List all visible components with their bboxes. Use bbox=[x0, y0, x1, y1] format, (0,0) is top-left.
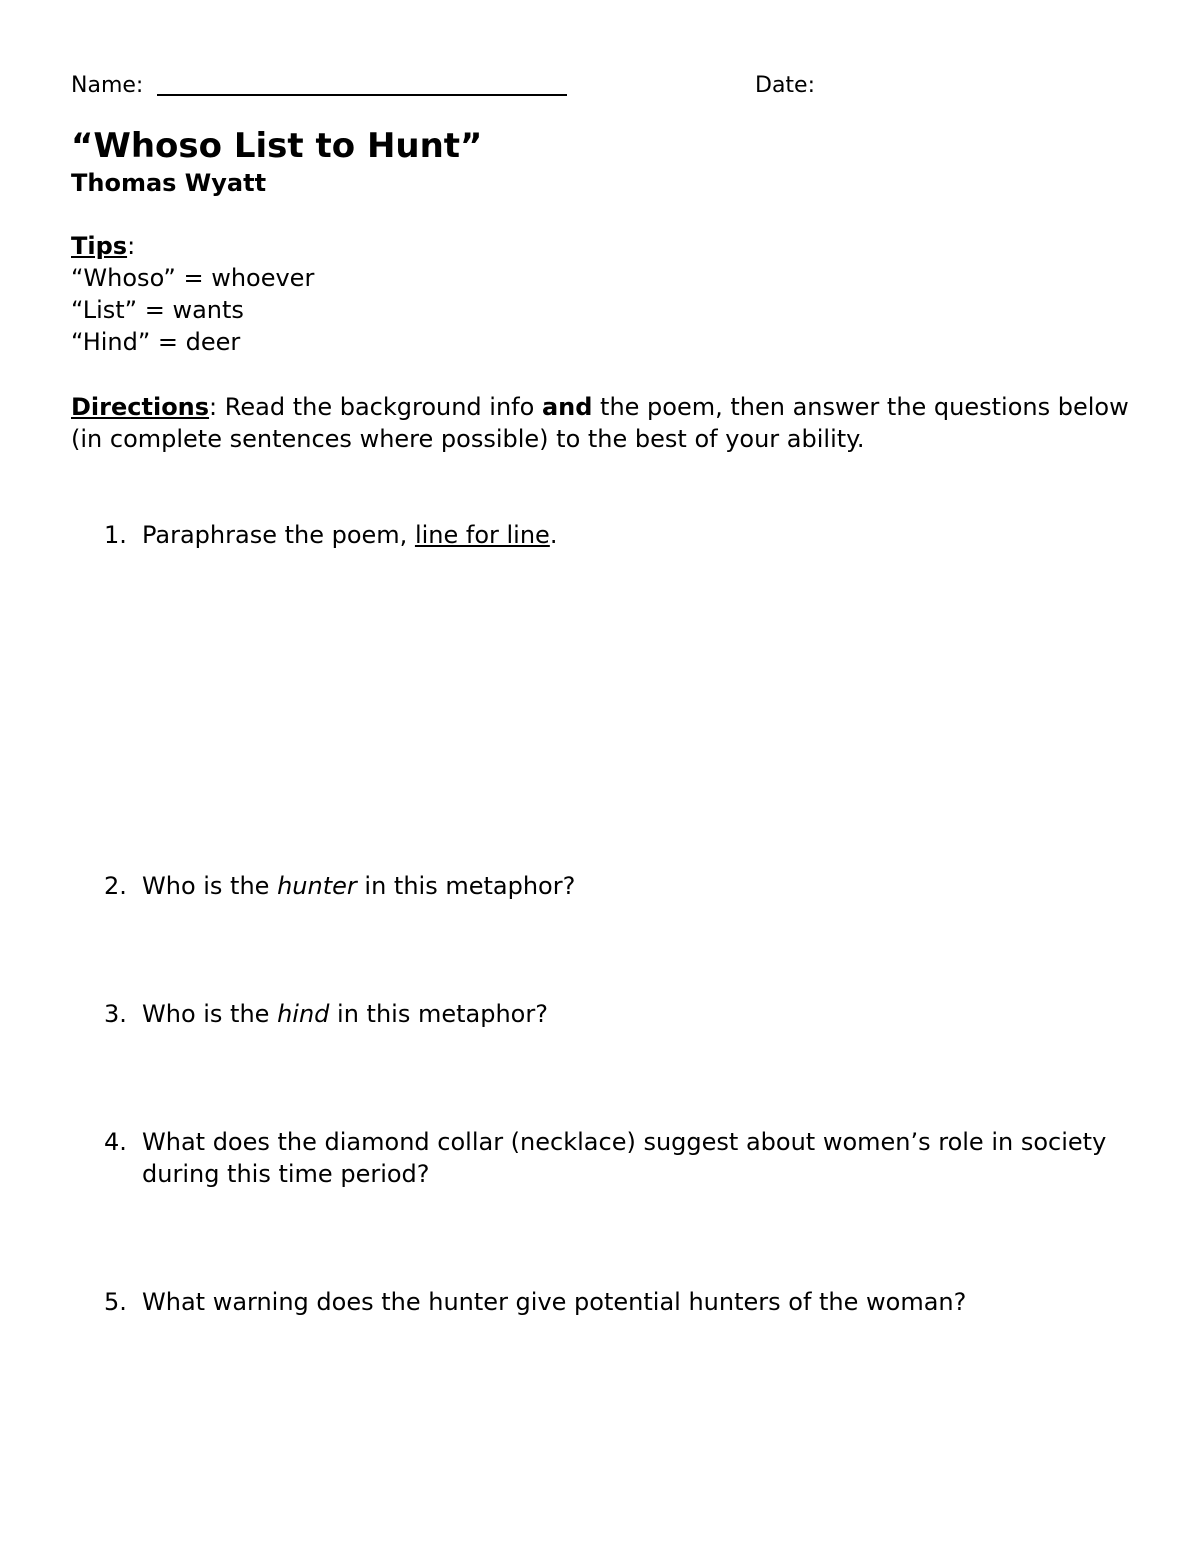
question-text-part: in this metaphor? bbox=[356, 872, 576, 900]
question-text: What warning does the hunter give potential hunters of the woman? bbox=[142, 1288, 967, 1316]
tips-heading-line bbox=[71, 230, 1131, 262]
tips-section bbox=[71, 230, 1131, 358]
directions-paragraph bbox=[71, 391, 1131, 455]
question-text-part: . bbox=[549, 521, 558, 549]
tip-item: “List” = wants bbox=[71, 296, 244, 324]
question-text-part: Who is the bbox=[142, 1000, 278, 1028]
question-text bbox=[142, 519, 1114, 551]
question-number: 3. bbox=[104, 1000, 127, 1028]
question-text bbox=[142, 870, 1114, 902]
name-label: Name: bbox=[71, 73, 144, 98]
tip-item: “Whoso” = whoever bbox=[71, 264, 315, 292]
poem-author: Thomas Wyatt bbox=[71, 169, 267, 197]
directions-text-part1: : Read the background info bbox=[209, 393, 542, 421]
poem-title: “Whoso List to Hunt” bbox=[71, 126, 483, 166]
question-text bbox=[142, 998, 1114, 1030]
tip-item: “Hind” = deer bbox=[71, 328, 241, 356]
name-blank-line[interactable] bbox=[157, 94, 567, 96]
question-text: What does the diamond collar (necklace) suggest about women’s role in society during this time period? bbox=[142, 1128, 1107, 1188]
question-number: 4. bbox=[104, 1128, 127, 1156]
question-number: 5. bbox=[104, 1288, 127, 1316]
question-italic-word: hind bbox=[277, 1000, 330, 1028]
tips-colon: : bbox=[127, 232, 136, 260]
question-underlined-phrase: line for line bbox=[414, 521, 550, 549]
question-text-part: in this metaphor? bbox=[329, 1000, 548, 1028]
directions-bold-word: and bbox=[541, 393, 593, 421]
question-number: 1. bbox=[104, 521, 127, 549]
question-italic-word: hunter bbox=[277, 872, 357, 900]
tips-heading: Tips bbox=[71, 232, 128, 260]
question-number: 2. bbox=[104, 872, 127, 900]
question-text-part: Paraphrase the poem, bbox=[142, 521, 415, 549]
directions-text-part2: the poem, then answer the questions below (in complete sentences where possible) to the best of your ability. bbox=[71, 393, 1129, 453]
date-label: Date: bbox=[755, 73, 815, 98]
header-row bbox=[71, 70, 1131, 102]
question-text-part: Who is the bbox=[142, 872, 278, 900]
directions-heading: Directions bbox=[71, 393, 210, 421]
